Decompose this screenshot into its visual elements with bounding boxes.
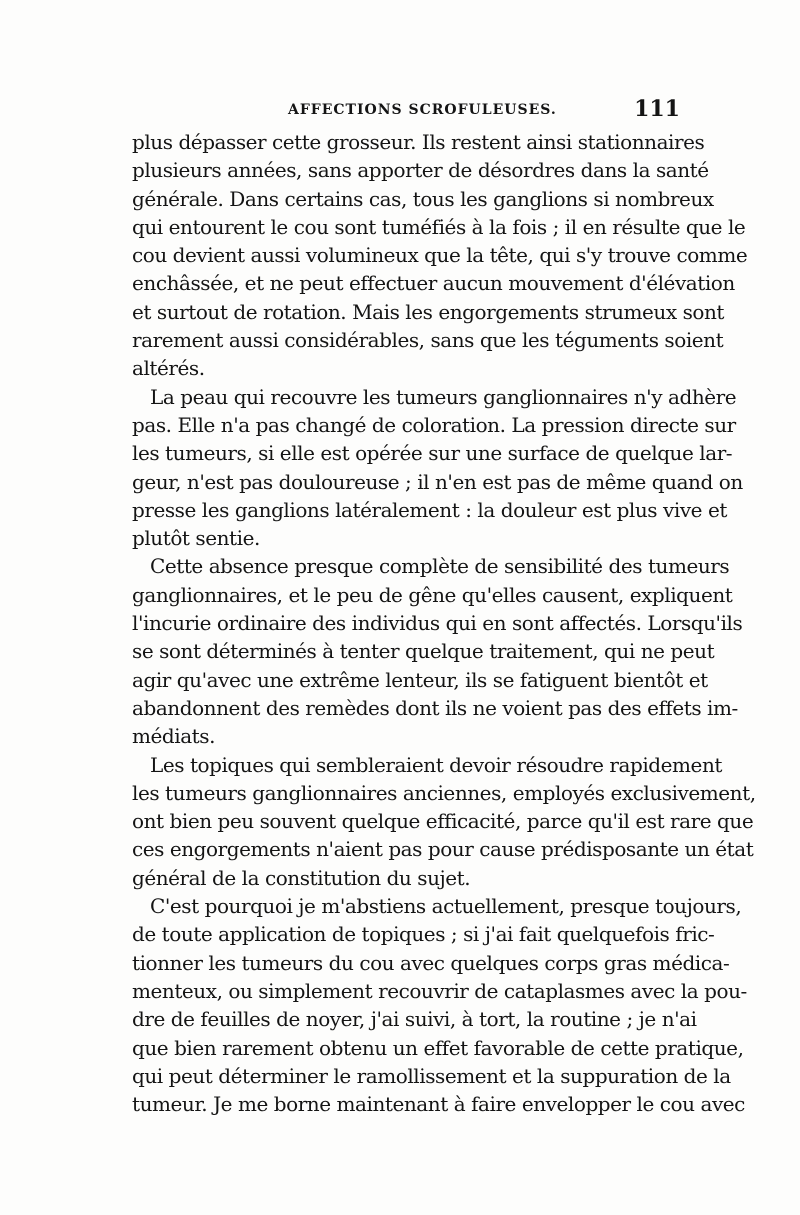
text-line: abandonnent des remèdes dont ils ne voient pas des effets im- [132,695,738,720]
text-line: rarement aussi considérables, sans que les téguments soient [132,328,724,353]
text-line: ont bien peu souvent quelque efficacité, parce qu'il est rare que [132,809,754,834]
text-line: plus dépasser cette grosseur. Ils restent ainsi stationnaires [132,130,705,154]
text-line: tionner les tumeurs du cou avec quelques corps gras médica- [132,950,730,975]
text-line: La peau qui recouvre les tumeurs ganglionnaires n'y adhère [150,384,737,409]
text-line: de toute application de topiques ; si j'ai fait quelquefois fric- [132,922,715,947]
text-line: qui peut déterminer le ramollissement et la suppuration de la [132,1063,731,1088]
text-line: pas. Elle n'a pas changé de coloration. La pression directe sur [132,412,736,437]
body-text [132,128,756,1118]
text-line: plusieurs années, sans apporter de désordres dans la santé [132,158,709,183]
text-line: enchâssée, et ne peut effectuer aucun mouvement d'élévation [132,271,735,296]
text-line: l'incurie ordinaire des individus qui en sont affectés. Lorsqu'ils [132,611,743,636]
text-line: se sont déterminés à tenter quelque traitement, qui ne peut [132,639,715,664]
text-line: dre de feuilles de noyer, j'ai suivi, à tort, la routine ; je n'ai [132,1007,697,1032]
text-line: altérés. [132,356,205,381]
text-line: général de la constitution du sujet. [132,865,471,890]
text-line: ganglionnaires, et le peu de gêne qu'elles causent, expliquent [132,582,733,607]
text-line: cou devient aussi volumineux que la tête, qui s'y trouve comme [132,243,748,268]
text-line: tumeur. Je me borne maintenant à faire envelopper le cou avec [132,1092,745,1117]
page-number: 111 [634,96,680,122]
text-line: menteux, ou simplement recouvrir de cataplasmes avec la pou- [132,978,747,1003]
running-title: AFFECTIONS SCROFULEUSES. [288,102,557,118]
text-line: Cette absence presque complète de sensibilité des tumeurs [150,554,730,579]
text-line: agir qu'avec une extrême lenteur, ils se fatiguent bientôt et [132,667,708,692]
text-line: Les topiques qui sembleraient devoir résoudre rapidement [150,752,722,777]
text-line: les tumeurs, si elle est opérée sur une surface de quelque lar- [132,441,733,466]
text-line: C'est pourquoi je m'abstiens actuellement, presque toujours, [150,894,742,919]
text-line: que bien rarement obtenu un effet favorable de cette pratique, [132,1035,744,1060]
text-line: médiats. [132,724,215,749]
text-line: les tumeurs ganglionnaires anciennes, employés exclusivement, [132,780,756,805]
text-line: plutôt sentie. [132,526,260,551]
text-line: et surtout de rotation. Mais les engorgements strumeux sont [132,299,725,324]
text-line: ces engorgements n'aient pas pour cause prédisposante un état [132,837,754,862]
text-line: qui entourent le cou sont tuméfiés à la fois ; il en résulte que le [132,214,746,239]
page-header [128,96,680,126]
text-line: générale. Dans certains cas, tous les ganglions si nombreux [132,186,714,211]
text-line: presse les ganglions latéralement : la douleur est plus vive et [132,497,727,522]
text-line: geur, n'est pas douloureuse ; il n'en est pas de même quand on [132,469,743,494]
